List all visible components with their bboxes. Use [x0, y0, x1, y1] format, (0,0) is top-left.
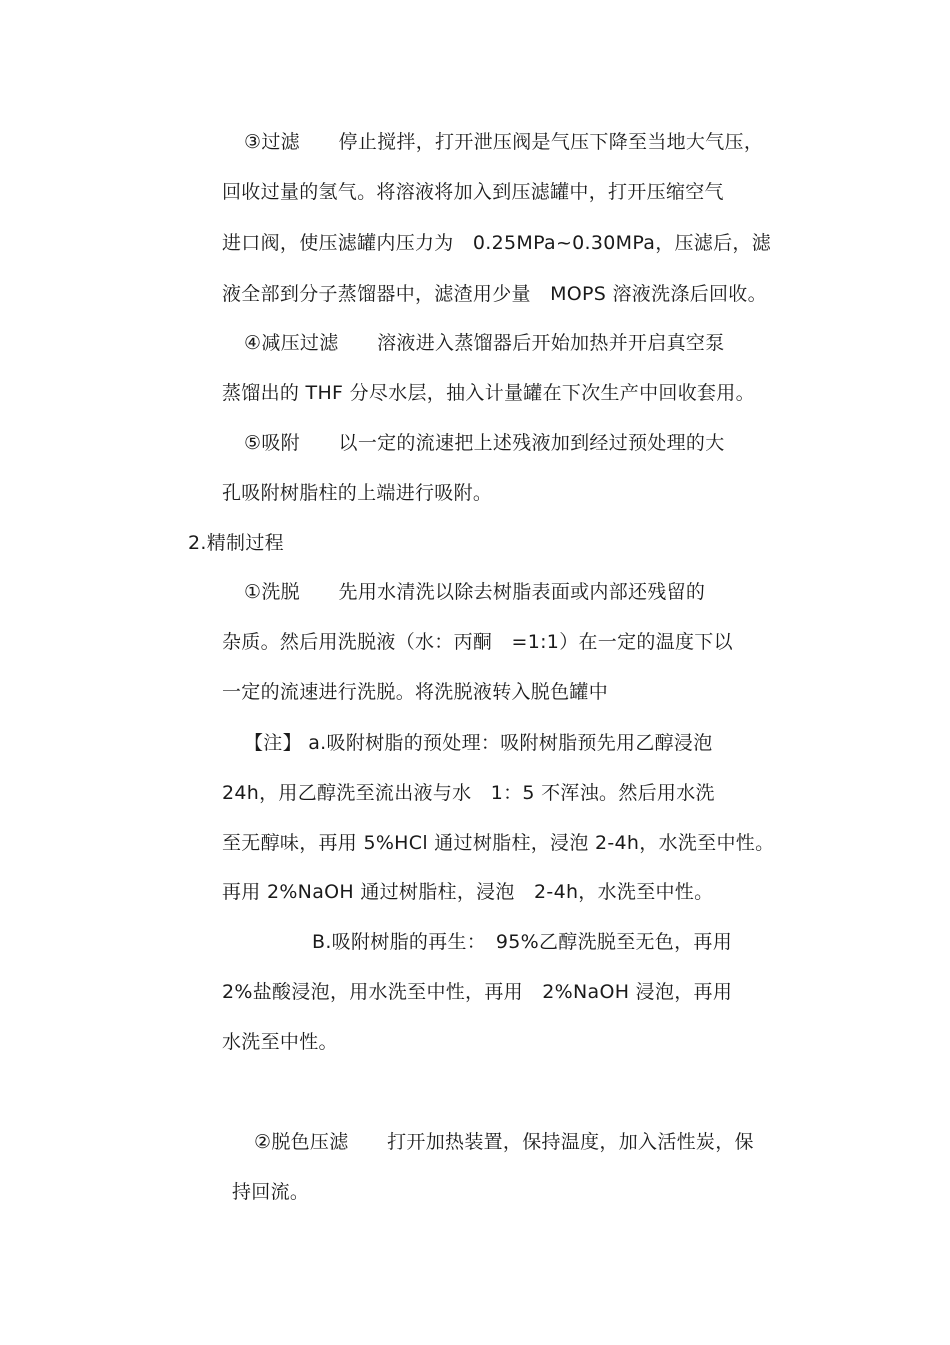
text-line: 蒸馏出的 THF 分尽水层，抽入计量罐在下次生产中回收套用。: [222, 382, 755, 404]
text-line: 杂质。然后用洗脱液（水：丙酮 =1:1）在一定的温度下以: [222, 631, 733, 653]
text-line: 液全部到分子蒸馏器中，滤渣用少量 MOPS 溶液洗涤后回收。: [222, 283, 767, 305]
note-line: 24h，用乙醇洗至流出液与水 1：5 不浑浊。然后用水洗: [222, 782, 715, 804]
note-line: 水洗至中性。: [222, 1031, 338, 1053]
text-line: ⑤吸附 以一定的流速把上述残液加到经过预处理的大: [244, 432, 725, 454]
note-line: 至无醇味，再用 5%HCl 通过树脂柱，浸泡 2-4h，水洗至中性。: [222, 832, 775, 854]
text-line: ①洗脱 先用水清洗以除去树脂表面或内部还残留的: [244, 581, 706, 603]
note-line: 2%盐酸浸泡，用水洗至中性，再用 2%NaOH 浸泡，再用: [222, 981, 733, 1003]
text-line: ④减压过滤 溶液进入蒸馏器后开始加热并开启真空泵: [244, 332, 725, 354]
note-line: B.吸附树脂的再生： 95%乙醇洗脱至无色，再用: [312, 931, 733, 953]
section-heading: 2.精制过程: [188, 532, 284, 554]
note-line: 【注】 a.吸附树脂的预处理：吸附树脂预先用乙醇浸泡: [244, 732, 713, 754]
note-line: 再用 2%NaOH 通过树脂柱，浸泡 2-4h，水洗至中性。: [222, 881, 714, 903]
text-line: 持回流。: [232, 1181, 310, 1203]
text-line: ②脱色压滤 打开加热装置，保持温度，加入活性炭，保: [254, 1131, 754, 1153]
text-line: 进口阀，使压滤罐内压力为 0.25MPa~0.30MPa，压滤后，滤: [222, 232, 772, 254]
text-line: ③过滤 停止搅拌，打开泄压阀是气压下降至当地大气压，: [244, 131, 764, 153]
text-line: 回收过量的氢气。将溶液将加入到压滤罐中，打开压缩空气: [222, 181, 724, 203]
text-line: 孔吸附树脂柱的上端进行吸附。: [222, 482, 493, 504]
text-line: 一定的流速进行洗脱。将洗脱液转入脱色罐中: [222, 681, 609, 703]
